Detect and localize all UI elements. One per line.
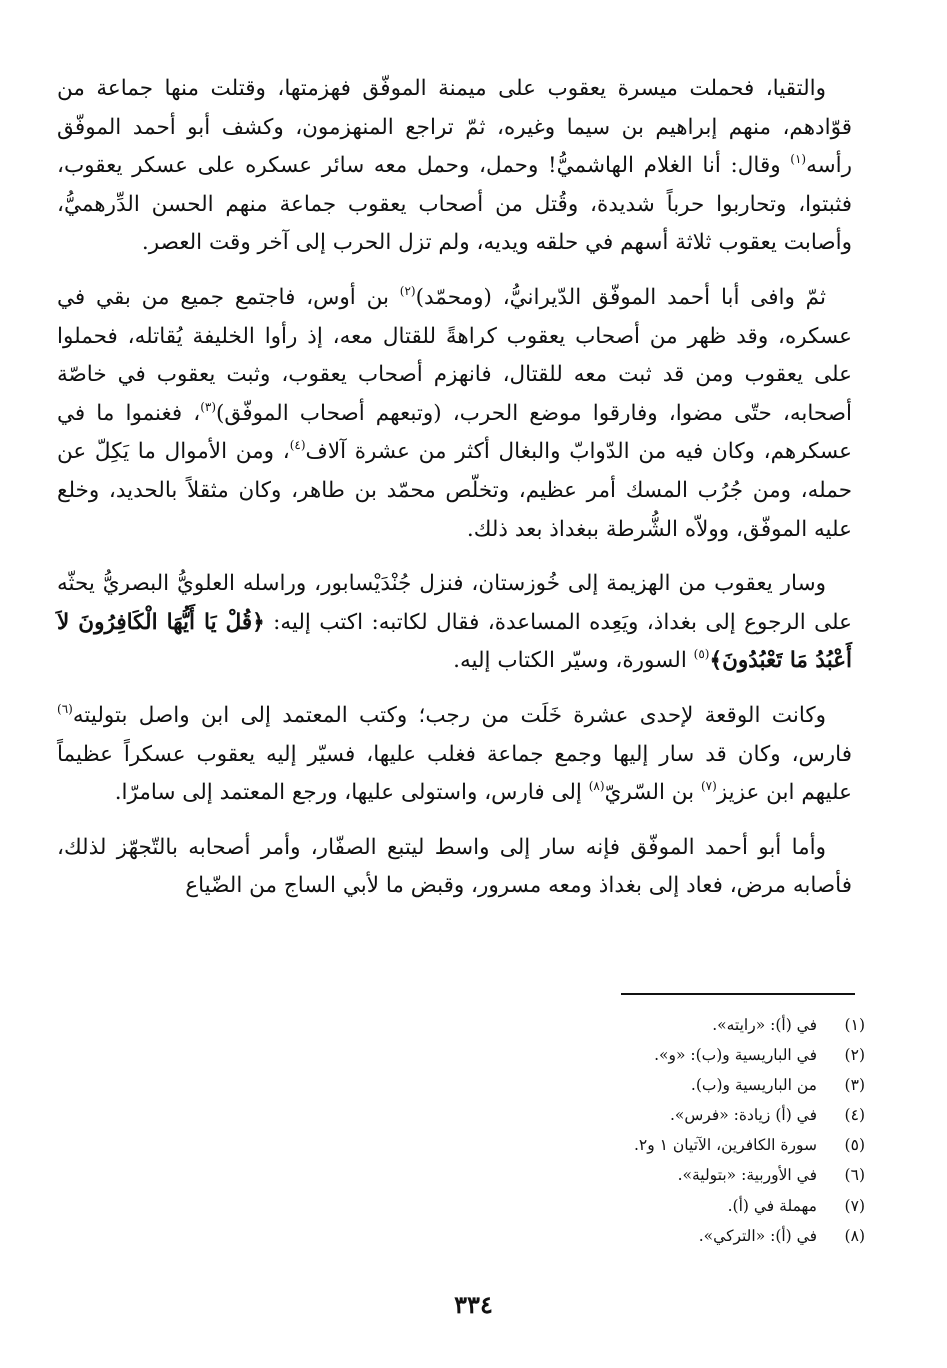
quran-quote: ﴿قُلْ يَا أَيُّهَا الْكَافِرُونَ لاَ أَعْبُدُ مَا تَعْبُدُونَ﴾ xyxy=(57,609,852,674)
paragraph xyxy=(57,70,852,263)
footnotes-list xyxy=(265,1010,865,1251)
footnote-ref: (٧) xyxy=(700,779,717,794)
footnote-text: في (أ): «رايته». xyxy=(712,1016,817,1034)
footnote-ref: (١) xyxy=(790,152,807,167)
footnote-text: سورة الكافرين، الآتيان ١ و٢. xyxy=(633,1136,817,1155)
text-run: بن السّريّ xyxy=(604,780,701,806)
text-run: إلى فارس، واستولى عليها، ورجع المعتمد إلى سامرّا. xyxy=(114,780,589,806)
text-run: بن أوس، فاجتمع جميع من بقي في عسكره، وقد ظهر من أصحاب يعقوب كراهةً للقتال معه، إذ رأوا الخليفة يُقاتله، فحملوا على يعقوب ومن قد ثبت معه للقتال، فانهزم أصحاب يعقوب، وثبت يعقوب في خاصّة أصحابه، حتّى مضوا، وفارقوا موضع الحرب، (وتبعهم أصحاب الموفّق) xyxy=(57,284,852,426)
footnote-number: (٧) xyxy=(844,1196,865,1215)
footnote-item xyxy=(265,1191,865,1221)
footnote-number: (٢) xyxy=(844,1046,865,1065)
footnote-number: (٨) xyxy=(844,1226,865,1245)
footnote-item xyxy=(265,1221,865,1251)
footnote-text: في الباريسية و(ب): «و». xyxy=(654,1046,817,1065)
footnote-item xyxy=(265,1130,865,1160)
text-run: فارس، وكان قد سار إليها وجمع جماعة فغلب عليها، فسيّر إليه يعقوب عسكراً عظيماً عليهم ابن عزيز xyxy=(57,741,852,806)
text-run: والتقيا، فحملت ميسرة يعقوب على ميمنة الموفّق فهزمتها، وقتلت منها جماعة من قوّادهم، منهم إبراهيم بن سيما وغيره، ثمّ تراجع المنهزمون، وكشف أبو أحمد الموفّق رأسه xyxy=(57,76,852,179)
text-run: وقال: أنا الغلام الهاشميُّ! وحمل، وحمل معه سائر عسكره على عسكر يعقوب، فثبتوا، وتحاربوا حرباً شديدة، وقُتل من أصحاب يعقوب جماعة منهم الحسن الدِّرهميُّ، وأصابت يعقوب ثلاثة أسهم في حلقه ويديه، ولم تزل الحرب إلى آخر وقت العصر. xyxy=(57,153,852,256)
footnote-divider xyxy=(621,993,855,995)
footnote-number: (١) xyxy=(844,1016,865,1034)
footnote-item xyxy=(265,1160,865,1190)
footnote-number: (٤) xyxy=(844,1106,865,1125)
footnote-item xyxy=(265,1040,865,1070)
footnote-item xyxy=(265,1070,865,1100)
footnote-number: (٣) xyxy=(844,1076,865,1095)
page-number: ٣٣٤ xyxy=(454,1290,493,1319)
footnote-text: في (أ): «التركي». xyxy=(698,1226,817,1245)
footnote-ref: (٣) xyxy=(200,399,217,414)
text-run: وسار يعقوب من الهزيمة إلى خُوزستان، فنزل جُنْدَيْسابور، وراسله العلويُّ البصريُّ يحثّه على الرجوع إلى بغداذ، ويَعِده المساعدة، فقال لكاتبه: اكتب إليه: xyxy=(57,571,852,635)
paragraph xyxy=(57,565,852,681)
paragraph xyxy=(57,279,852,549)
footnote-ref: (٥) xyxy=(693,647,710,662)
footnote-text: مهملة في (أ). xyxy=(727,1196,817,1215)
text-run: ، فغنموا ما في عسكرهم، وكان فيه من الدّوابّ والبغال أكثر من عشرة آلاف xyxy=(57,400,852,465)
main-text xyxy=(57,70,852,906)
text-run: ، ومن الأموال ما يَكِلّ عن حمله، ومن جُرُب المسك أمر عظيم، وتخلّص محمّد بن طاهر، وكان مثقلاً بالحديد، وخلع عليه الموفّق، وولاّه الشُّرطة ببغداذ بعد ذلك. xyxy=(57,439,852,542)
footnote-ref: (٢) xyxy=(399,283,416,298)
text-run: وكانت الوقعة لإحدى عشرة خَلَت من رجب؛ وكتب المعتمد إلى ابن واصل بتوليته xyxy=(72,702,826,728)
footnote-text: في (أ) زيادة: «فرس». xyxy=(669,1106,817,1125)
footnote-ref: (٤) xyxy=(289,438,306,453)
text-run: وأما أبو أحمد الموفّق فإنه سار إلى واسط ليتبع الصفّار، وأمر أصحابه بالتّجهّز لذلك، فأصابه مرض، فعاد إلى بغداذ ومعه مسرور، وقبض ما لأبي الساج من الضّياع xyxy=(57,834,852,899)
footnote-ref: (٨) xyxy=(588,779,605,794)
paragraph xyxy=(57,829,852,906)
paragraph xyxy=(57,697,852,813)
footnote-item xyxy=(265,1100,865,1130)
footnote-number: (٦) xyxy=(844,1166,865,1185)
footnote-text: من الباريسية و(ب). xyxy=(690,1076,817,1095)
footnote-number: (٥) xyxy=(844,1136,865,1155)
text-run: السورة، وسيّر الكتاب إليه. xyxy=(453,648,694,674)
footnote-text: في الأوربية: «بتولية». xyxy=(677,1166,817,1185)
text-run: ثمّ وافى أبا أحمد الموفّق الدّيرانيُّ، (ومحمّد) xyxy=(415,284,826,310)
footnote-item xyxy=(265,1010,865,1040)
footnote-ref: (٦) xyxy=(57,701,73,716)
